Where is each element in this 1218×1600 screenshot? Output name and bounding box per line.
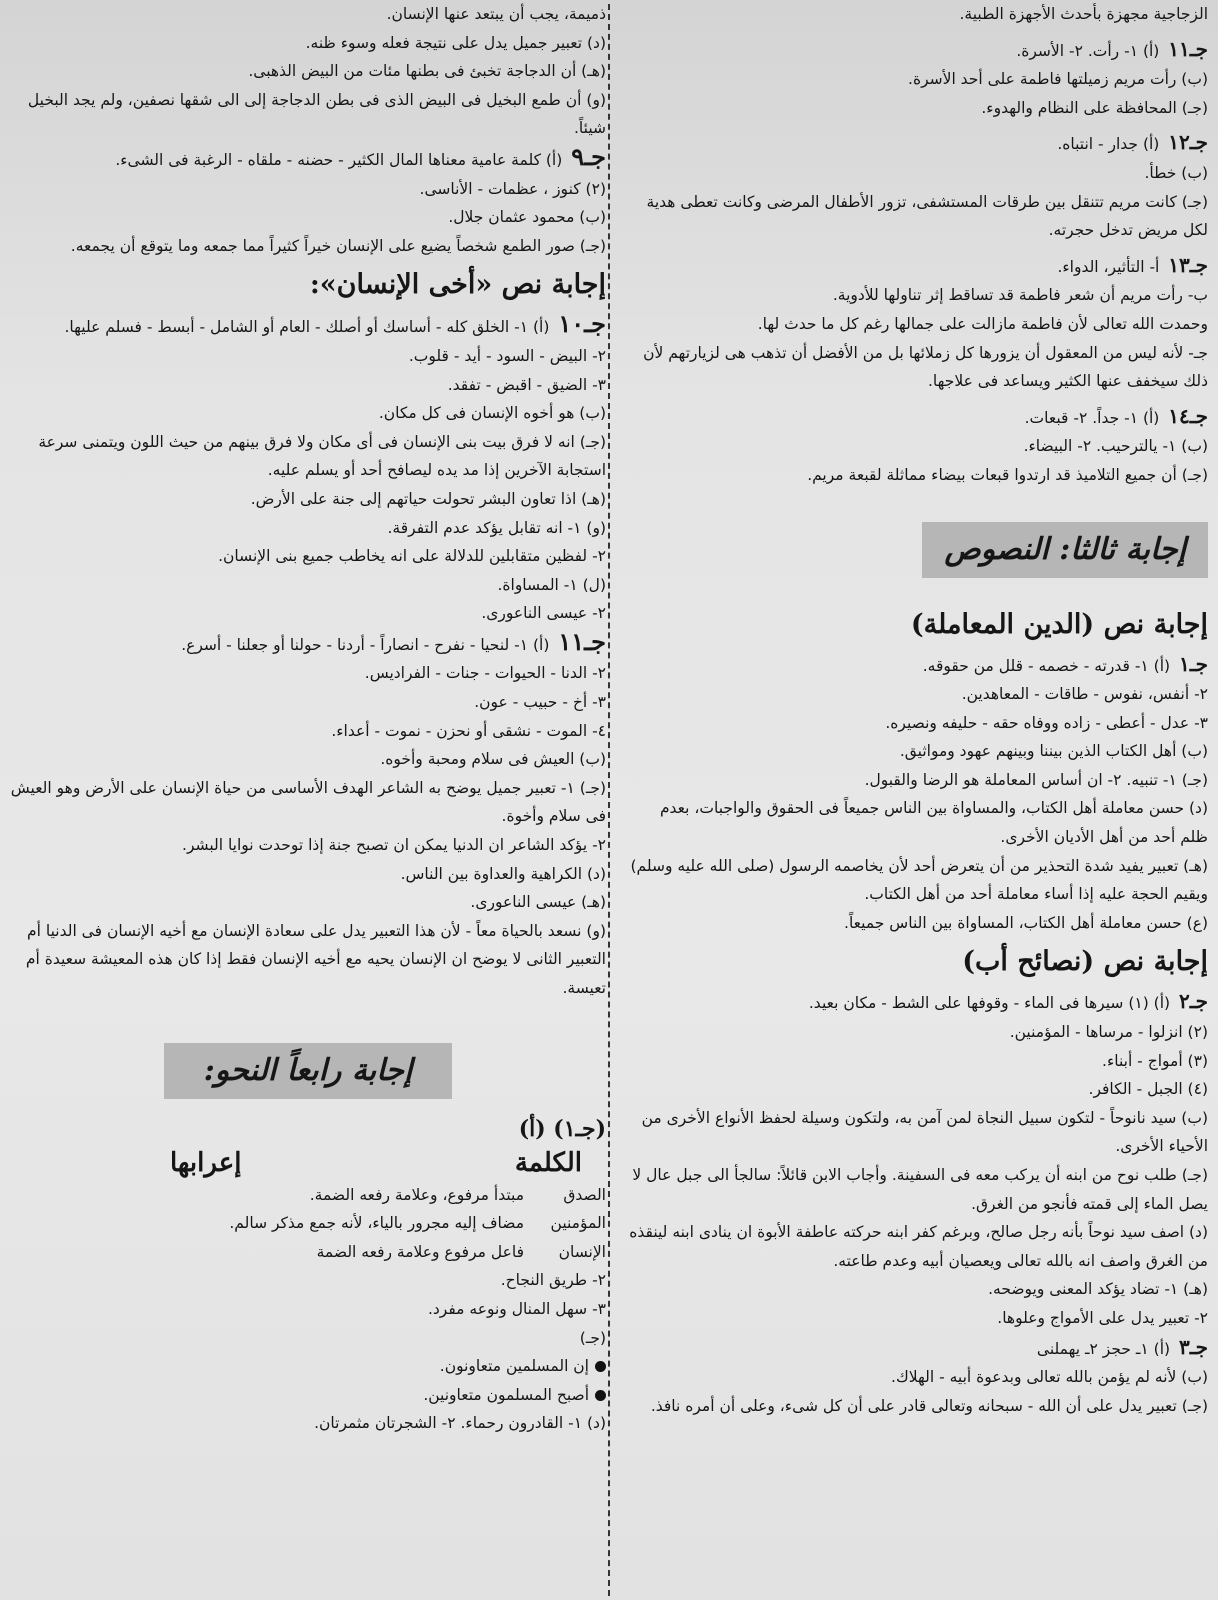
text-line: (أ) ١- لنحيا - نفرح - انصاراً - أردنا - حولنا أو جعلنا - أسرع. — [181, 635, 550, 654]
text-line: (د) الكراهية والعداوة بين الناس. — [400, 864, 606, 883]
text-line: (ب) سيد نانوحاً - لتكون سبيل النجاة لمن آمن به، ولتكون وسيلة لحفظ الأنواع الأخرى من الأحياء الأخرى. — [641, 1108, 1208, 1156]
text-line: (جـ) انه لا فرق بيت بنى الإنسان فى أى مكان ولا فرق بينهم من حيث اللون ويتمنى سرعة استجابة الآخرين إذا مد يده ليصافح أحد أو يسلم عليه. — [38, 432, 606, 480]
answer-block-14 — [628, 402, 1208, 490]
text1-heading: إجابة نص (الدين المعاملة) — [910, 608, 1208, 640]
answer-block-11-left — [10, 628, 606, 1003]
table-cell-parse: مضاف إليه مجرور بالياء، لأنه جمع مذكر سالم. — [229, 1214, 524, 1233]
answer-label: جـ١١ — [558, 626, 606, 656]
text-line: ٣- الضيق - اقبض - تفقد. — [447, 375, 606, 394]
grammar-table-header — [10, 1145, 606, 1181]
answer-label: جـ١٣ — [1168, 252, 1208, 277]
text2-answer-3 — [628, 1333, 1208, 1421]
text-line: ٢- طريق النجاح. — [500, 1271, 606, 1290]
section-banner-wrap — [628, 522, 1208, 578]
table-header-word: الكلمة — [514, 1147, 582, 1178]
text-line: جـ- لأنه ليس من المعقول أن يزورها كل زملائها بل من الأفضل أن تذهب هى لزيارتهم لأن ذلك سيخفف عنها الكثير ويساعد فى علاجها. — [643, 343, 1208, 391]
text-line: (جـ) كانت مريم تتنقل بين طرقات المستشفى، تزور الأطفال المرضى وكانت تعطى هدية لكل مريض تدخل حجرته. — [646, 192, 1208, 240]
text-line: (أ) ١- الخلق كله - أساسك أو أصلك - العام أو الشامل - أبسط - فسلم عليها. — [64, 318, 550, 337]
table-cell-parse: فاعل مرفوع وعلامة رفعه الضمة — [316, 1242, 524, 1261]
text-line: (جـ) ١- تعبير جميل يوضح به الشاعر الهدف الأساسى من حياة الإنسان على الأرض وهو العيش فى سلام وأخوة. — [10, 778, 606, 826]
nahw-answer-label: (جـ١) (أ) — [518, 1115, 606, 1142]
text-line: (جـ) صور الطمع شخصاً يضيع على الإنسان خيراً كثيراً مما جمعه وما يتوقع أن يجمعه. — [70, 236, 606, 255]
text-line: (د) ١- القادرون رحماء. ٢- الشجرتان مثمرتان. — [314, 1414, 606, 1433]
text-line: (٢) كنوز ، عظمات - الأناسى. — [419, 179, 606, 198]
table-header-parse: إعرابها — [170, 1147, 242, 1178]
text-line: (ب) العيش فى سلام ومحبة وأخوه. — [380, 750, 606, 769]
text-line: ذميمة، يجب أن يبتعد عنها الإنسان. — [386, 5, 606, 23]
table-cell-word: الصدق — [563, 1185, 606, 1204]
text-line: أ- التأثير، الدواء. — [1057, 257, 1160, 276]
text-line: (د) تعبير جميل يدل على نتيجة فعله وسوء ظنه. — [305, 33, 606, 52]
answer-label: جـ٢ — [1179, 989, 1208, 1014]
right-column — [628, 0, 1208, 1420]
text-line: ٢- يؤكد الشاعر ان الدنيا يمكن ان تصبح جنة إذا توحدت نوايا البشر. — [182, 836, 606, 855]
text-line: (ب) رأت مريم زميلتها فاطمة على أحد الأسرة. — [908, 70, 1208, 89]
text-line: ٢- الدنا - الحيوات - جنات - الفراديس. — [364, 664, 606, 683]
table-row — [10, 1238, 606, 1267]
table-row — [10, 1181, 606, 1210]
text-heading-akhi-alinsan: إجابة نص «أخى الإنسان»: — [309, 269, 606, 301]
text-line: ٢- أنفس، نفوس - طاقات - المعاهدين. — [961, 685, 1208, 704]
text-line: (د) حسن معاملة أهل الكتاب، والمساواة بين الناس جميعاً فى الحقوق والواجبات، بعدم ظلم أحد من أهل الأديان الأخرى. — [659, 799, 1208, 847]
text-line: (هـ) أن الدجاجة تخبئ فى بطنها مئات من البيض الذهبى. — [248, 62, 606, 81]
text-line: (أ) ١ـ حجز ٢ـ يهملنى — [1036, 1339, 1171, 1358]
table-cell-parse: مبتدأ مرفوع، وعلامة رفعه الضمة. — [309, 1185, 524, 1204]
text-line: (أ) جدار - انتباه. — [1057, 135, 1160, 154]
text2-heading: إجابة نص (نصائح أب) — [962, 946, 1208, 978]
section-banner-wrap — [10, 1043, 606, 1099]
answer-block-12 — [628, 128, 1208, 244]
text-line: (هـ) اذا تعاون البشر تحولت حياتهم إلى جنة على الأرض. — [250, 489, 606, 508]
text-line: (ب) هو أخوه الإنسان فى كل مكان. — [378, 404, 606, 423]
answer-label: جـ١ — [1179, 651, 1208, 676]
answer-label: جـ١٤ — [1168, 403, 1208, 428]
table-cell-word: المؤمنين — [550, 1214, 606, 1233]
text-line: ٣- أخ - حبيب - عون. — [474, 693, 606, 712]
text-line: أصبح المسلمون متعاونين. — [423, 1385, 589, 1404]
text-line: إن المسلمين متعاونون. — [439, 1357, 589, 1376]
text-line: ب- رأت مريم أن شعر فاطمة قد تساقط إثر تناولها للأدوية. — [832, 286, 1208, 305]
text-line: ٢- لفظين متقابلين للدلالة على انه يخاطب جميع بنى الإنسان. — [218, 547, 606, 566]
text-line: (جـ) المحافظة على النظام والهدوء. — [981, 98, 1208, 117]
text-line: (جـ) تعبير يدل على أن الله - سبحانه وتعالى قادر على أن كل شىء، وعلى أن أمره نافذ. — [650, 1396, 1208, 1415]
text-line: (هـ) عيسى الناعورى. — [470, 893, 606, 912]
text-line: (ع) حسن معاملة أهل الكتاب، المساواة بين الناس جميعاً. — [844, 913, 1208, 932]
section-banner-texts: إجابة ثالثا: النصوص — [922, 522, 1208, 578]
left-column — [10, 0, 606, 1438]
text-line: (د) اصف سيد نوحاً بأنه رجل صالح، وبرغم كفر ابنه حركته عاطفة الأبوة ان ينادى ابنه لينقذه من الغرق واصف انه بالله تعالى ويعصيان أبيه وعدم طاعته. — [629, 1223, 1208, 1270]
text-line: الزجاجية مجهزة بأحدث الأجهزة الطبية. — [959, 5, 1208, 23]
text-line: ٣- سهل المنال ونوعه مفرد. — [427, 1299, 606, 1318]
text-line: (ل) ١- المساواة. — [497, 575, 606, 594]
text-line: ٢- عيسى الناعورى. — [481, 604, 606, 623]
text-line: (ب) ١- يالترحيب. ٢- البيضاء. — [1023, 437, 1208, 456]
text-line: (جـ) — [579, 1328, 606, 1347]
text-line: (هـ) تعبير يفيد شدة التحذير من أن يتعرض أحد لأن يخاصمه الرسول (صلى الله عليه وسلم) ويقيم الحجة عليه إذا أساء معاملة أحد من أهل الكتاب. — [630, 856, 1208, 904]
answer-label: جـ١٠ — [558, 309, 606, 339]
answer-label: جـ١١ — [1168, 36, 1208, 61]
answer-label: جـ٣ — [1179, 1334, 1208, 1359]
text-line: (٢) انزلوا - مرساها - المؤمنين. — [1009, 1023, 1208, 1042]
text-line: (ب) لأنه لم يؤمن بالله تعالى وبدعوة أبيه - الهلاك. — [891, 1368, 1208, 1387]
bullet-line — [10, 1381, 606, 1410]
answer-label: جـ٩ — [571, 141, 606, 171]
text-line: وحمدت الله تعالى لأن فاطمة مازالت على جمالها رغم كل ما حدث لها. — [757, 314, 1208, 333]
column-divider — [608, 4, 610, 1596]
text-line: (ب) محمود عثمان جلال. — [448, 208, 606, 227]
text-line: (أ) (١) سيرها فى الماء - وقوفها على الشط - مكان بعيد. — [808, 994, 1171, 1013]
text1-answer-1 — [628, 650, 1208, 938]
answer-label: جـ١٢ — [1168, 130, 1208, 155]
table-cell-word: الإنسان — [558, 1242, 606, 1261]
text-line: (جـ) طلب نوح من ابنه أن يركب معه فى السفينة. وأجاب الابن قائلاً: سالجأ الى جبل عال لا يصل الماء إلى قمته فأنجو من الغرق. — [632, 1166, 1208, 1213]
text-line: ٣- عدل - أعطى - زاده ووفاه حقه - حليفه ونصيره. — [885, 713, 1208, 732]
text-line: (ب) أهل الكتاب الذين بيننا وبينهم عهود ومواثيق. — [899, 742, 1208, 761]
text-line: (جـ) أن جميع التلاميذ قد ارتدوا قبعات بيضاء مماثلة لقبعة مريم. — [807, 465, 1208, 484]
text-line: (أ) ١- رأت. ٢- الأسرة. — [1016, 41, 1160, 60]
answer-block-9 — [10, 143, 606, 260]
bullet-icon — [595, 1361, 606, 1372]
section-banner-nahw: إجابة رابعاً النحو: — [164, 1043, 453, 1099]
text-line: (٣) أمواج - أبناء. — [1102, 1051, 1208, 1070]
text-line: ٢- البيض - السود - أيد - قلوب. — [408, 346, 606, 365]
text-line: (أ) ١- جداً. ٢- قبعات. — [1024, 408, 1160, 427]
text-line: (ب) خطأ. — [1144, 163, 1208, 182]
text-line: (و) أن طمع البخيل فى البيض الذى فى بطن الدجاجة إلى الى شقها نصفين، ولم يجد البخيل شيئاً. — [27, 90, 606, 138]
text2-answer-2 — [628, 987, 1208, 1332]
bullet-icon — [595, 1390, 606, 1401]
text-line: ٢- تعبير يدل على الأمواج وعلوها. — [997, 1308, 1208, 1327]
answer-block-10 — [10, 310, 606, 628]
table-row — [10, 1209, 606, 1238]
text-line: (أ) ١- قدرته - خصمه - قلل من حقوقه. — [922, 656, 1171, 675]
text-line: (٤) الجبل - الكافر. — [1088, 1080, 1208, 1099]
text-line: ٤- الموت - نشقى أو نحزن - نموت - أعداء. — [331, 721, 606, 740]
answer-block-13 — [628, 251, 1208, 396]
text-line: (هـ) ١- تضاد يؤكد المعنى ويوضحه. — [988, 1280, 1208, 1299]
text-line: (و) ١- انه تقابل يؤكد عدم التفرقة. — [387, 518, 606, 537]
text-line: (أ) كلمة عامية معناها المال الكثير - حضنه - ملقاه - الرغبة فى الشىء. — [115, 150, 563, 169]
answer-block-11 — [628, 35, 1208, 123]
text-line: (و) نسعد بالحياة معاً - لأن هذا التعبير يدل على سعادة الإنسان مع أخيه الإنسان فى الدنيا أم التعبير الثانى لا يوضح ان الإنسان يحيه مع أخيه الإنسان فقط إذا كان هذه المعيشة سعيدة أم تعيسة. — [25, 921, 606, 997]
grammar-table — [10, 1181, 606, 1267]
bullet-line — [10, 1352, 606, 1381]
text-line: (جـ) ١- تنبيه. ٢- ان أساس المعاملة هو الرضا والقبول. — [864, 770, 1208, 789]
